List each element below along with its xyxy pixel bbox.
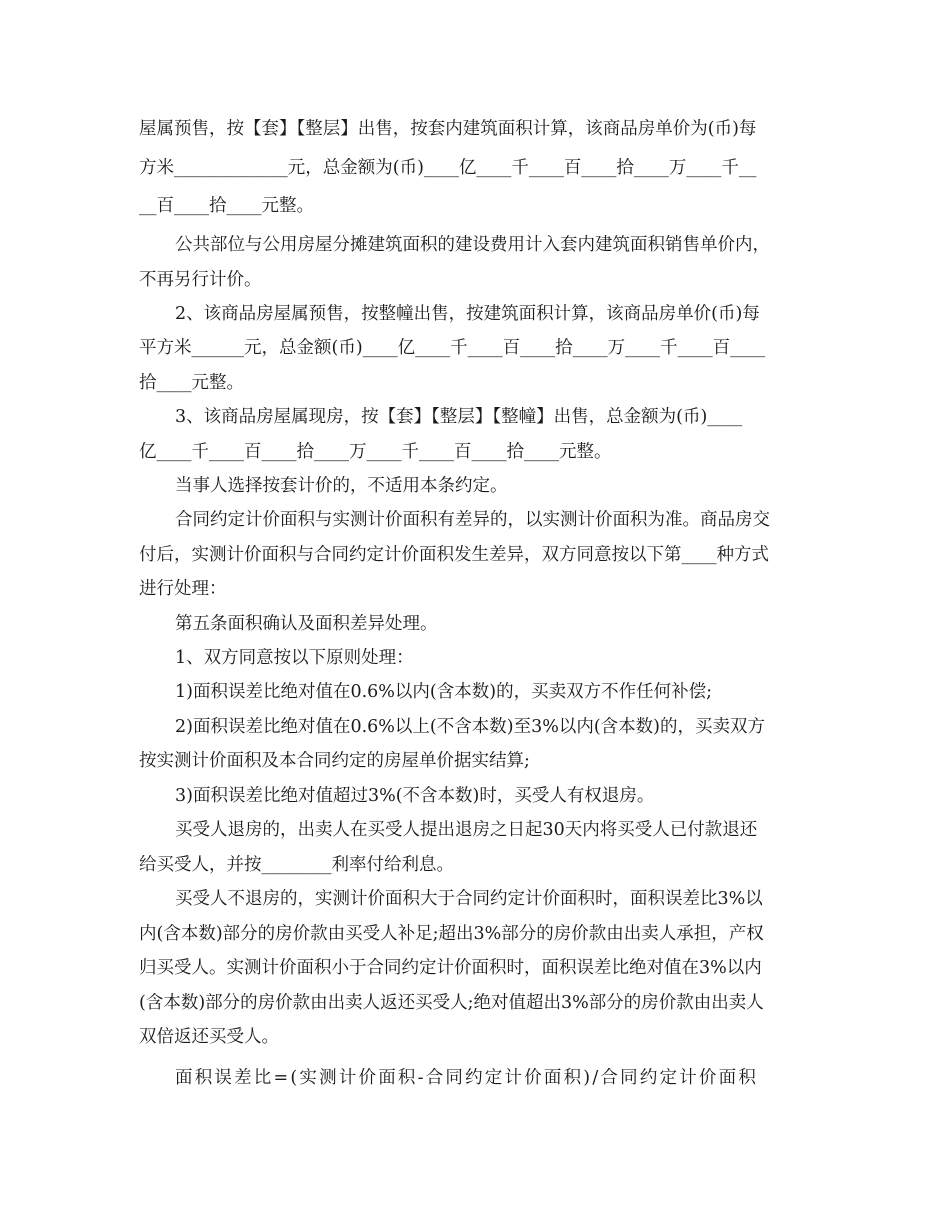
text-line-20: 3)面积误差比绝对值超过3%(不含本数)时，买受人有权退房。 (175, 786, 655, 806)
text-line-11: 当事人选择按套计价的，不适用本条约定。 (175, 476, 508, 496)
text-line-12: 合同约定计价面积与实测计价面积有差异的，以实测计价面积为准。商品房交 (175, 510, 770, 530)
text-line-5: 不再另行计价。 (139, 270, 262, 290)
text-line-28: 面积误差比=(实测计价面积-合同约定计价面积)/合同约定计价面积 (175, 1068, 759, 1088)
text-line-17: 1)面积误差比绝对值在0.6%以内(含本数)的，买卖双方不作任何补偿; (175, 682, 712, 702)
text-line-2: 方米_____________元，总金额为(币)____亿____千____百____拾____万____千__ (139, 158, 757, 178)
text-line-23: 买受人不退房的，实测计价面积大于合同约定计价面积时，面积误差比3%以 (175, 889, 763, 909)
text-line-1: 屋属预售，按【套】【整层】出售，按套内建筑面积计算，该商品房单价为(币)每 (139, 119, 757, 139)
text-line-18: 2)面积误差比绝对值在0.6%以上(不含本数)至3%以内(含本数)的，买卖双方 (175, 717, 765, 737)
text-line-27: 双倍返还买受人。 (139, 1027, 279, 1047)
text-line-15: 第五条面积确认及面积差异处理。 (175, 614, 438, 634)
text-line-16: 1、双方同意按以下原则处理： (175, 648, 414, 668)
text-line-8: 拾____元整。 (139, 373, 244, 393)
text-line-19: 按实测计价面积及本合同约定的房屋单价据实结算; (139, 751, 530, 771)
text-line-26: (含本数)部分的房价款由出卖人返还买受人;绝对值超出3%部分的房价款由出卖人 (139, 993, 764, 1013)
text-line-9: 3、该商品房屋属现房，按【套】【整层】【整幢】出售，总金额为(币)____ (175, 407, 743, 427)
text-line-14: 进行处理： (139, 579, 227, 599)
text-line-25: 归买受人。实测计价面积小于合同约定计价面积时，面积误差比绝对值在3%以内 (139, 958, 762, 978)
text-line-21: 买受人退房的，出卖人在买受人提出退房之日起30天内将买受人已付款退还 (175, 820, 758, 840)
text-line-22: 给买受人，并按________利率付给利息。 (139, 855, 454, 875)
text-line-6: 2、该商品房屋属预售，按整幢出售，按建筑面积计算，该商品房单价(币)每 (175, 304, 760, 324)
text-line-7: 平方米______元，总金额(币)____亿____千____百____拾____万____千____百____ (139, 338, 766, 358)
text-line-24: 内(含本数)部分的房价款由买受人补足;超出3%部分的房价款由出卖人承担，产权 (139, 924, 764, 944)
text-line-10: 亿____千____百____拾____万____千____百____拾____元整。 (139, 442, 612, 462)
text-line-4: 公共部位与公用房屋分摊建筑面积的建设费用计入套内建筑面积销售单价内， (175, 235, 770, 255)
text-line-3: __百____拾____元整。 (139, 196, 314, 216)
text-line-13: 付后，实测计价面积与合同约定计价面积发生差异，双方同意按以下第____种方式 (139, 545, 769, 565)
